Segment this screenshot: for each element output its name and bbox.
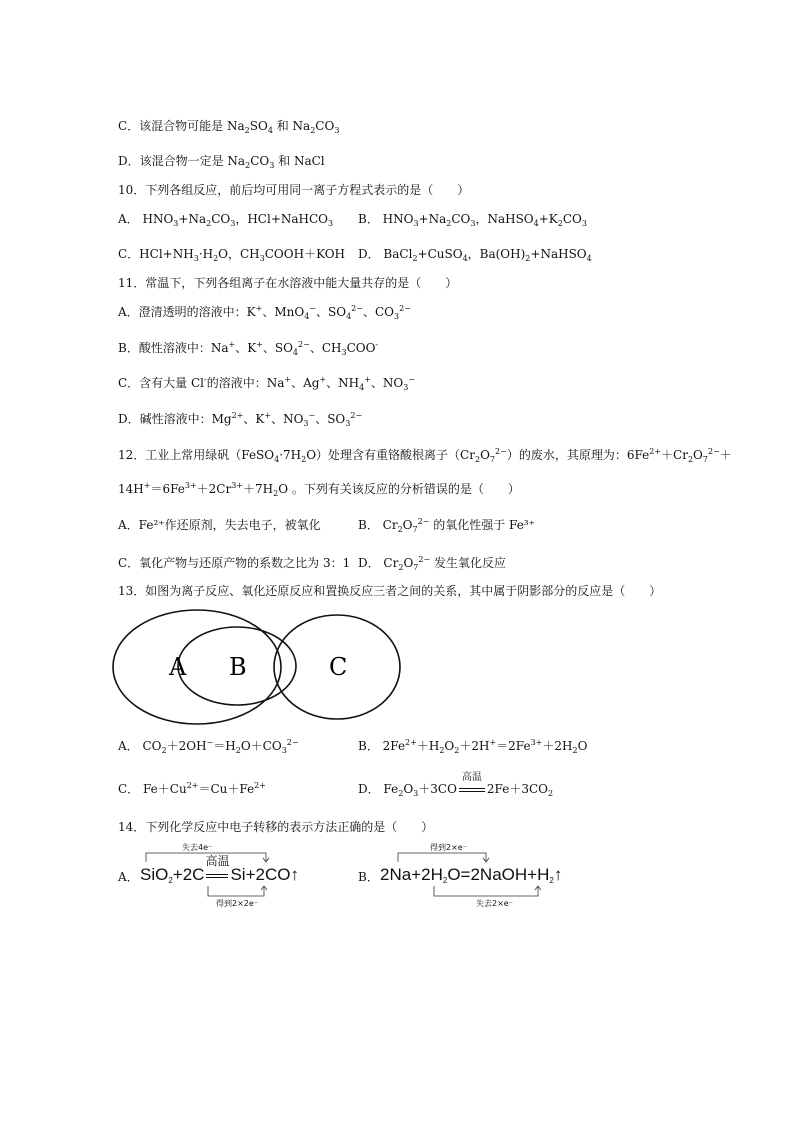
question-12-stem: 12．工业上常用绿矾$(FeSO_4\cdot 7H_2O)$处理含有重铬酸根离子$(Cr_2O_7^{2-})$的废水，其原理为：$6Fe^{2+}+Cr_2O_7^{2-}+$ xyxy=(118,447,732,464)
equation-b: $2Na+2H_2O=2NaOH+H_2↑$ xyxy=(380,865,563,885)
question-12-stem-cont: $14H^+=6Fe^{3+}+2Cr^{3+}+7H_2O$ 。下列有关该反应的分析错误的是（ ） xyxy=(118,481,520,498)
option-a-q14 xyxy=(118,840,318,910)
option-b-q10: B． $HNO_3+Na_2CO_3$，$NaHSO_4+K_2CO_3$ xyxy=(358,212,587,228)
option-a-q12: A．Fe²⁺作还原剂，失去电子，被氧化 xyxy=(118,518,321,532)
option-d-q13: D． $Fe_2O_3+3CO$ 高温 $2Fe+3CO_2$ xyxy=(358,772,554,798)
venn-label-a: A xyxy=(169,653,187,681)
label-lose-electrons-a: 失去4e⁻ xyxy=(182,843,213,852)
option-b-label: B． xyxy=(358,870,379,884)
equation-a: SiO$_2$+2C 高温 Si+2CO↑ xyxy=(140,854,299,885)
option-b-q14 xyxy=(358,840,588,910)
venn-label-b: B xyxy=(229,653,247,681)
option-b-q13: B． $2Fe^{2+}+H_2O_2+2H^+=2Fe^{3+}+2H_2O$ xyxy=(358,738,588,755)
question-14-stem: 14．下列化学反应中电子转移的表示方法正确的是（ ） xyxy=(118,820,434,834)
condition-high-temp-q14: 高温 xyxy=(205,854,230,868)
option-d-q12: D． $Cr_2O_7^{2-}$ 发生氧化反应 xyxy=(358,555,507,572)
option-c-q13: C． $Fe+Cu^{2+}=Cu+Fe^{2+}$ xyxy=(118,781,266,796)
option-c-q11: C．含有大量 Cl-的溶液中：Na+、Ag+、$NH_4^+$、$NO_3^-$ xyxy=(118,375,416,392)
label-gain-electrons-a: 得到2×2e⁻ xyxy=(216,899,259,908)
label-lose-electrons-b: 失去2×e⁻ xyxy=(476,899,513,908)
label-gain-electrons-b: 得到2×e⁻ xyxy=(430,843,467,852)
option-c-q9: C．该混合物可能是 $Na_2SO_4$ 和 $Na_2CO_3$ xyxy=(118,119,340,135)
option-b-q12: B． $Cr_2O_7^{2-}$ 的氧化性强于 Fe³⁺ xyxy=(358,517,535,534)
option-b-q12-suffix: 的氧化性强于 Fe³⁺ xyxy=(429,518,535,532)
option-d-q9: D．该混合物一定是 $Na_2CO_3$ 和 NaCl xyxy=(118,154,325,170)
condition-high-temp-q13: 高温 xyxy=(461,772,482,783)
option-a-q13: A． $CO_2+2OH^-=H_2O+CO_3^{2-}$ xyxy=(118,738,299,755)
option-c-q12: C．氧化产物与还原产物的系数之比为 3：1 xyxy=(118,556,351,570)
option-d-q11: D．碱性溶液中：$Mg^{2+}$、K+、$NO_3^-$、$SO_3^{2-}$ xyxy=(118,411,363,428)
option-a-label: A． xyxy=(118,870,139,884)
option-d-q10: D． BaCl$_2$+CuSO$_4$，$Ba(OH)_2+NaHSO_4$ xyxy=(358,247,592,263)
question-11-stem: 11．常温下，下列各组离子在水溶液中能大量共存的是（ ） xyxy=(118,276,458,290)
option-b-q11: B．酸性溶液中：Na+、K+、$SO_4^{2-}$、$CH_3COO^-$ xyxy=(118,340,379,357)
question-13-stem: 13．如图为离子反应、氧化还原反应和置换反应三者之间的关系，其中属于阴影部分的反应是（ ） xyxy=(118,584,662,598)
option-a-q11: A．澄清透明的溶液中：K+、MnO$_4$−、$SO_4^{2-}$、$CO_3^{2-}$ xyxy=(118,304,411,321)
option-c-q10: C．$HCl+NH_3\cdot H_2O$，$CH_3COOH+KOH$ xyxy=(118,247,346,263)
question-10-stem: 10．下列各组反应，前后均可用同一离子方程式表示的是（ ） xyxy=(118,183,470,197)
option-d-q12-suffix: 发生氧化反应 xyxy=(430,556,507,570)
venn-label-c: C xyxy=(329,653,348,681)
venn-diagram xyxy=(112,608,402,730)
option-a-q10: A． $HNO_3+Na_2CO_3$，HCl+NaHCO$_3$ xyxy=(118,212,334,228)
